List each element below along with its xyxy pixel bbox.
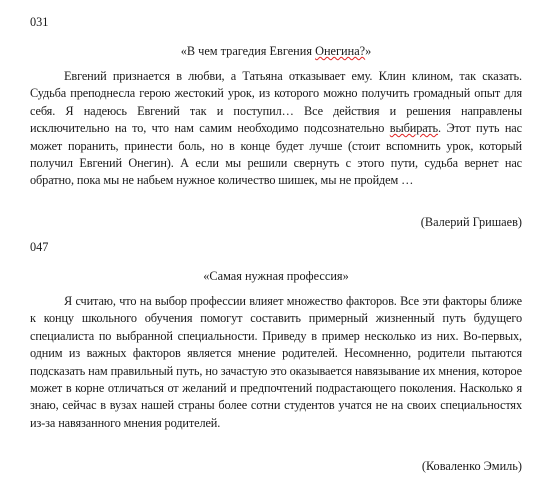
- essay-031: [30, 14, 522, 229]
- essay-title: [30, 42, 522, 60]
- essay-body-part-2: . Этот путь нас может поранить, принести боль, но в конце будет лучше (стоит вспомнить урок, который получил Евгений Онегин). А если мы решили свернуть с этого пути, судьба вернет нас обратно, пока мы не набьем нужное количество шишек, мы не пройдем …: [30, 121, 522, 188]
- essay-body-part-1: Евгений признается в любви, а Татьяна отказывает ему. Клин клином, так сказать. Судьба преподнесла герою жестокий урок, из которого можно получить громадный опыт для себя. Я надеюсь Евгений так и поступил… Все действия и решения направлены исключительно на то, что нам самим необходимо подсознательно: [30, 69, 522, 136]
- essay-number: 047: [30, 240, 49, 254]
- essay-number: 031: [30, 15, 49, 29]
- spellcheck-marked-word[interactable]: Онегина?: [315, 44, 366, 58]
- essay-body: Я считаю, что на выбор профессии влияет множество факторов. Все эти факторы ближе к концу школьного обучения помогут составить примерный жизненный путь будущего специалиста по выбранной специальности. Приведу в пример несколько из них. Во-первых, одним из важных факторов является мнение родителей. Несомненно, родители пытаются подсказать нам правильный путь, но зачастую это оказывается навязывание их мнения, которое может в корне отличаться от желаний и предпочтений подрастающего поколения. Насколько я знаю, сейчас в вузах нашей страны более сотни студентов учатся не на своих специальностях из-за навязанного мнения родителей.: [30, 294, 522, 430]
- essay-author: (Валерий Гришаев): [420, 215, 522, 229]
- essay-title: «Самая нужная профессия»: [203, 269, 349, 283]
- spellcheck-marked-word[interactable]: выбирать: [389, 121, 439, 136]
- essay-047: [30, 239, 522, 473]
- essay-title-start: «В чем трагедия Евгения: [180, 44, 316, 58]
- essay-title-end: »: [365, 44, 372, 58]
- essay-author: (Коваленко Эмиль): [421, 459, 522, 473]
- essay-body: [30, 68, 522, 190]
